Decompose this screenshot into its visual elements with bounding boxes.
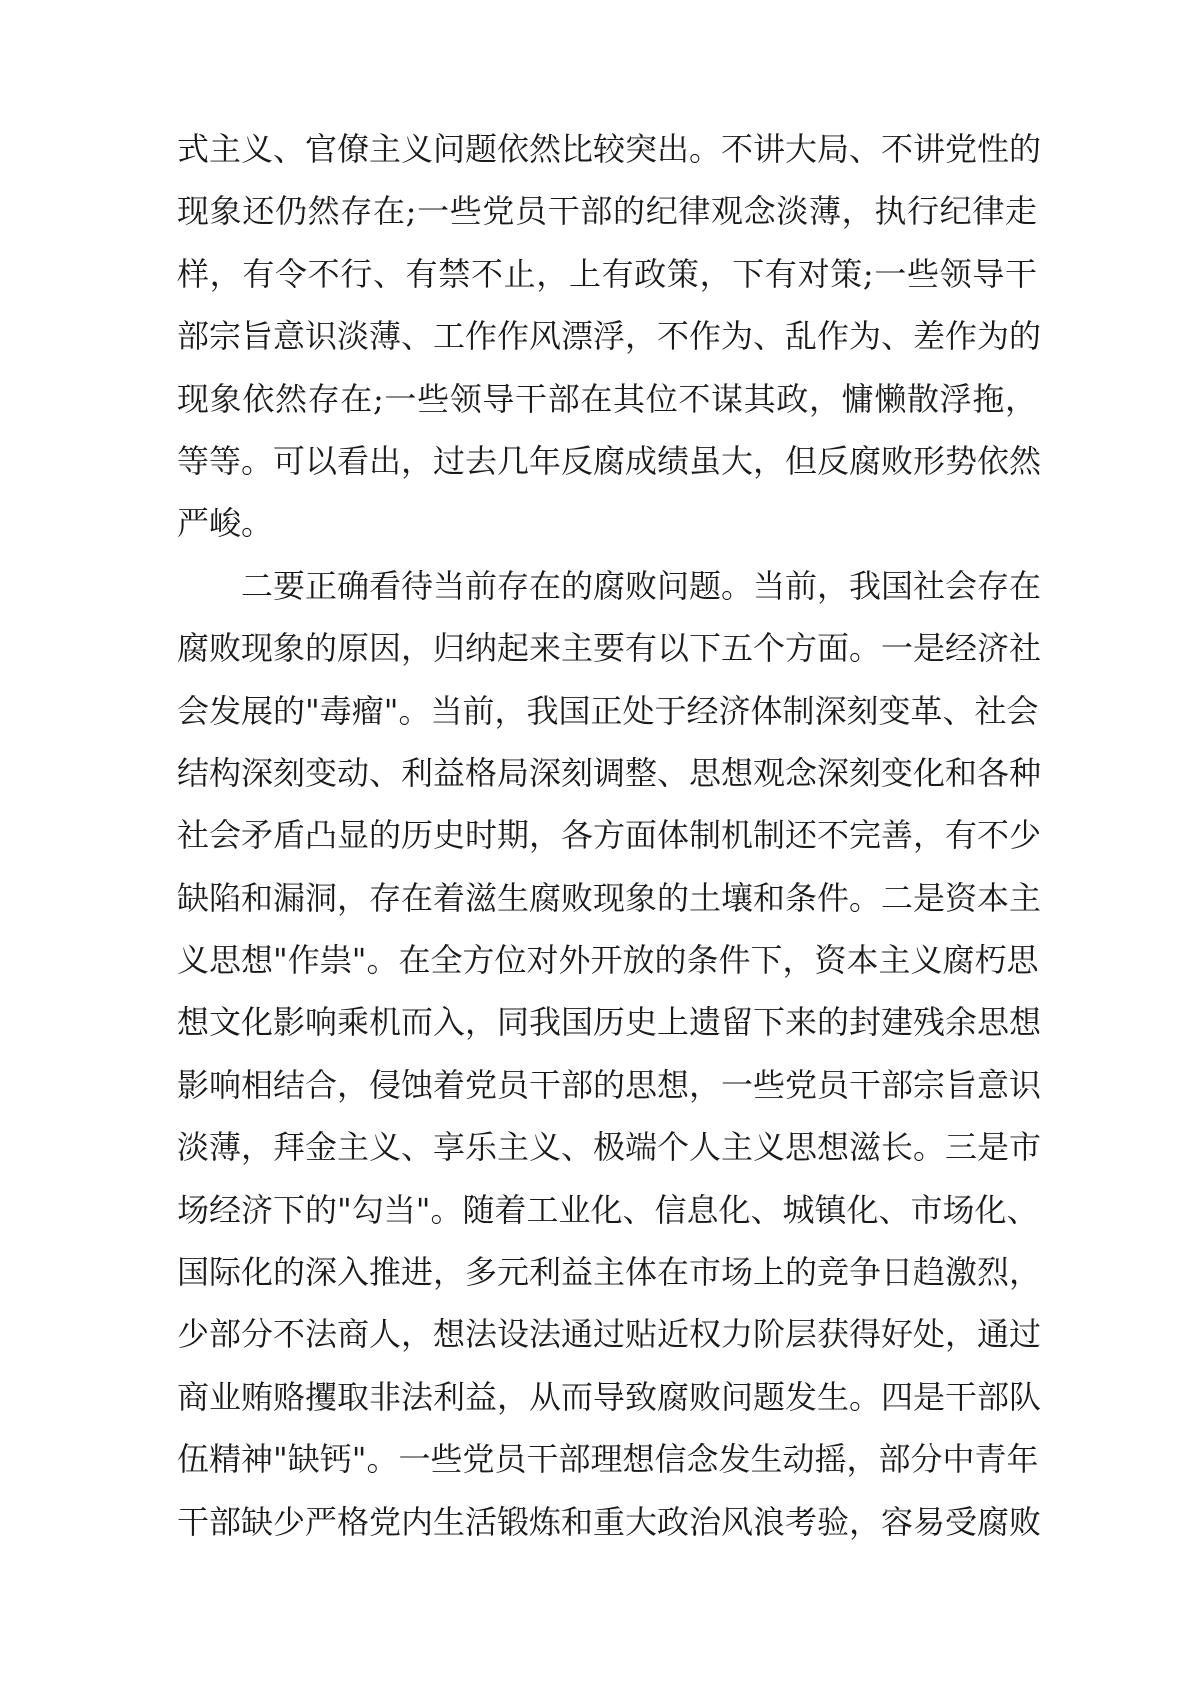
text-line: 会发展的"毒瘤"。当前，我国正处于经济体制深刻变革、社会: [177, 691, 1039, 730]
text-line: 义思想"作祟"。在全方位对外开放的条件下，资本主义腐朽思: [177, 941, 1039, 980]
text-line: 二要正确看待当前存在的腐败问题。当前，我国社会存在: [241, 566, 1042, 605]
text-line: 缺陷和漏洞，存在着滋生腐败现象的土壤和条件。二是资本主: [177, 878, 1042, 917]
text-line: 国际化的深入推进，多元利益主体在市场上的竞争日趋激烈，: [177, 1253, 1042, 1292]
text-line: 样，有令不行、有禁不止，上有政策，下有对策;一些领导干: [177, 254, 1037, 293]
text-line: [177, 1553, 1037, 1615]
paragraph-2: [177, 555, 1042, 1616]
text-line: 部宗旨意识淡薄、工作作风漂浮，不作为、乱作为、差作为的: [177, 317, 1042, 356]
text-line: 影响相结合，侵蚀着党员干部的思想，一些党员干部宗旨意识: [177, 1065, 1042, 1104]
text-line: 干部缺少严格党内生活锻炼和重大政治风浪考验，容易受腐败: [177, 1502, 1042, 1541]
text-line: 式主义、官僚主义问题依然比较突出。不讲大局、不讲党性的: [177, 130, 1042, 168]
paragraph-1: [177, 118, 1042, 555]
text-line: 淡薄，拜金主义、享乐主义、极端个人主义思想滋长。三是市: [177, 1128, 1042, 1167]
text-line: 现象还仍然存在;一些党员干部的纪律观念淡薄，执行纪律走: [177, 192, 1037, 231]
text-line: 少部分不法商人，想法设法通过贴近权力阶层获得好处，通过: [177, 1315, 1042, 1354]
text-line: 想文化影响乘机而入，同我国历史上遗留下来的封建残余思想: [177, 1003, 1042, 1042]
text-line: 现象依然存在;一些领导干部在其位不谋其政，慵懒散浮拖，: [177, 379, 1037, 418]
text-line: 伍精神"缺钙"。一些党员干部理想信念发生动摇，部分中青年: [177, 1440, 1039, 1479]
text-line: 商业贿赂攫取非法利益，从而导致腐败问题发生。四是干部队: [177, 1377, 1042, 1416]
text-line: 场经济下的"勾当"。随着工业化、信息化、城镇化、市场化、: [177, 1190, 1039, 1229]
text-line: 社会矛盾凸显的历史时期，各方面体制机制还不完善，有不少: [177, 816, 1042, 855]
text-line: 等等。可以看出，过去几年反腐成绩虽大，但反腐败形势依然: [177, 441, 1042, 480]
text-line: 严峻。: [177, 504, 274, 543]
text-line: 结构深刻变动、利益格局深刻调整、思想观念深刻变化和各种: [177, 753, 1042, 792]
body-text: [177, 118, 1042, 1615]
text-line: 腐败现象的原因，归纳起来主要有以下五个方面。一是经济社: [177, 629, 1042, 668]
